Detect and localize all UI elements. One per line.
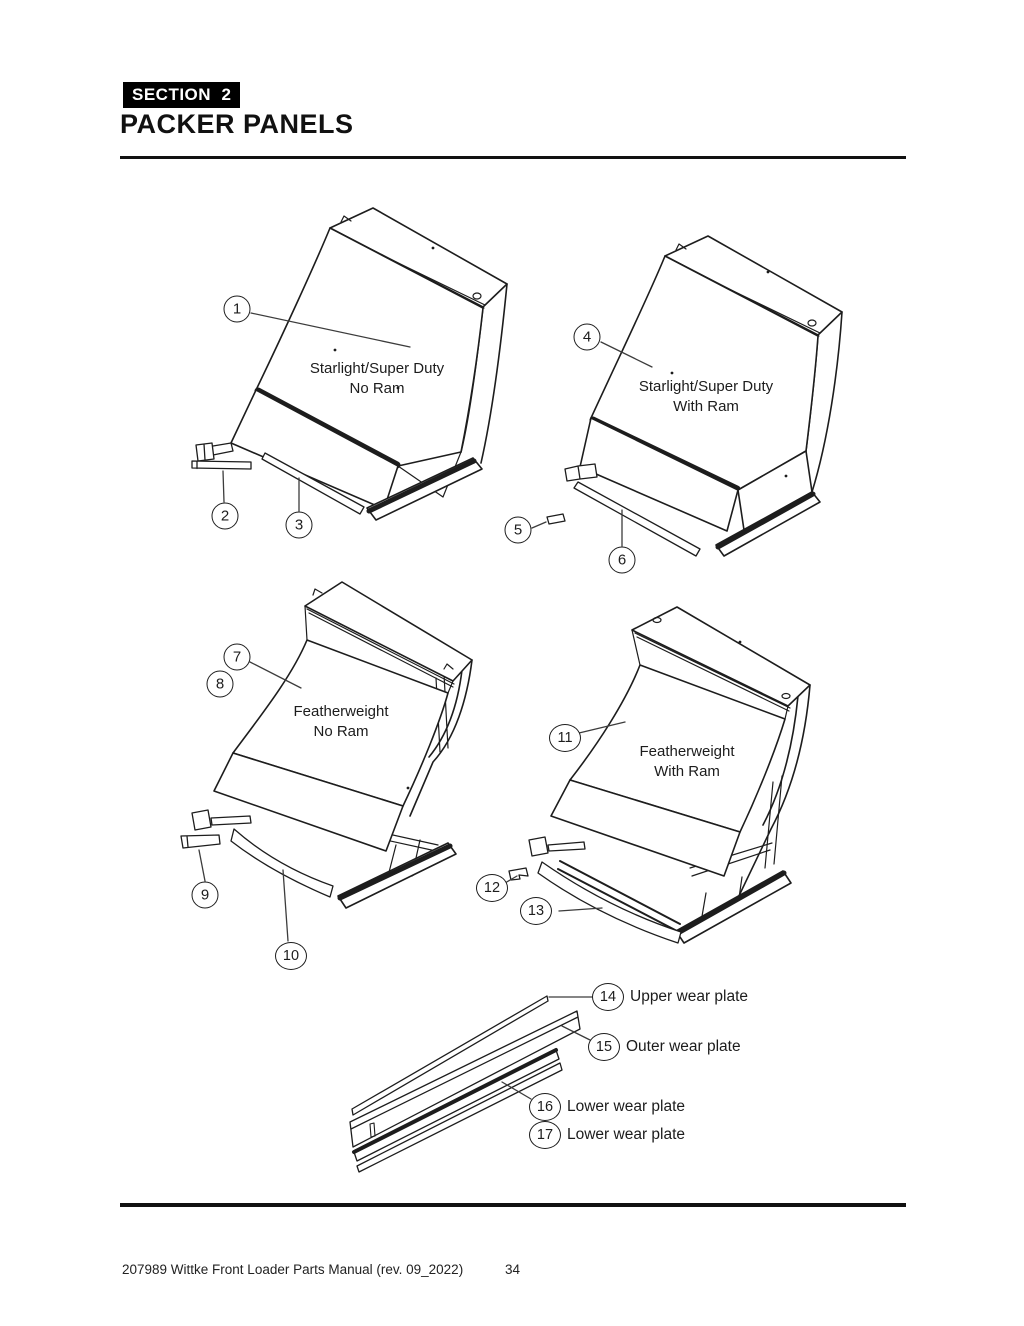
footer-text: 207989 Wittke Front Loader Parts Manual (rev. 09_2022) (122, 1262, 464, 1277)
callout-4: 4 (574, 324, 601, 351)
callout-13: 13 (520, 897, 552, 925)
wear-item-label: Upper wear plate (630, 988, 749, 1005)
part-10 (231, 829, 333, 897)
part-2 (192, 461, 251, 469)
callout-6: 6 (609, 547, 636, 574)
callout-1: 1 (224, 296, 251, 323)
label-line: Starlight/Super Duty (309, 360, 445, 377)
label-line: With Ram (673, 398, 739, 415)
label-starlight-no-ram (310, 359, 444, 399)
callout-7: 7 (224, 644, 251, 671)
page-title: PACKER PANELS (120, 109, 354, 139)
wear-item-15 (588, 1033, 741, 1061)
callout-3: 3 (286, 512, 313, 539)
footer-page-number: 34 (505, 1262, 521, 1277)
callout-2: 2 (212, 503, 239, 530)
wear-item-16 (529, 1093, 685, 1121)
label-line: No Ram (349, 380, 405, 397)
callout-12: 12 (476, 874, 508, 902)
wear-item-label: Lower wear plate (567, 1098, 686, 1115)
section-badge: SECTION 2 (123, 82, 240, 108)
part-9 (181, 835, 220, 848)
callout-10: 10 (275, 942, 307, 970)
label-line: Featherweight (639, 743, 735, 760)
label-featherweight-with-ram (639, 742, 734, 782)
part-5 (547, 514, 565, 524)
footer-rule (120, 1203, 906, 1207)
drawing-featherweight-no-ram (181, 582, 472, 941)
label-line: No Ram (313, 723, 369, 740)
callout-17: 17 (529, 1121, 561, 1149)
wear-item-label: Lower wear plate (567, 1126, 686, 1143)
label-line: Starlight/Super Duty (638, 378, 774, 395)
wear-item-14 (592, 983, 748, 1011)
callout-16: 16 (529, 1093, 561, 1121)
callout-11: 11 (549, 724, 581, 752)
wear-item-label: Outer wear plate (626, 1038, 741, 1055)
part-12 (509, 868, 528, 880)
callout-9: 9 (192, 882, 219, 909)
callout-8: 8 (207, 671, 234, 698)
label-starlight-with-ram (639, 377, 773, 417)
wear-item-17 (529, 1121, 685, 1149)
label-featherweight-no-ram (293, 702, 388, 742)
label-line: With Ram (654, 763, 720, 780)
callout-15: 15 (588, 1033, 620, 1061)
callout-14: 14 (592, 983, 624, 1011)
label-line: Featherweight (293, 703, 389, 720)
callout-5: 5 (505, 517, 532, 544)
part-13 (538, 862, 681, 943)
